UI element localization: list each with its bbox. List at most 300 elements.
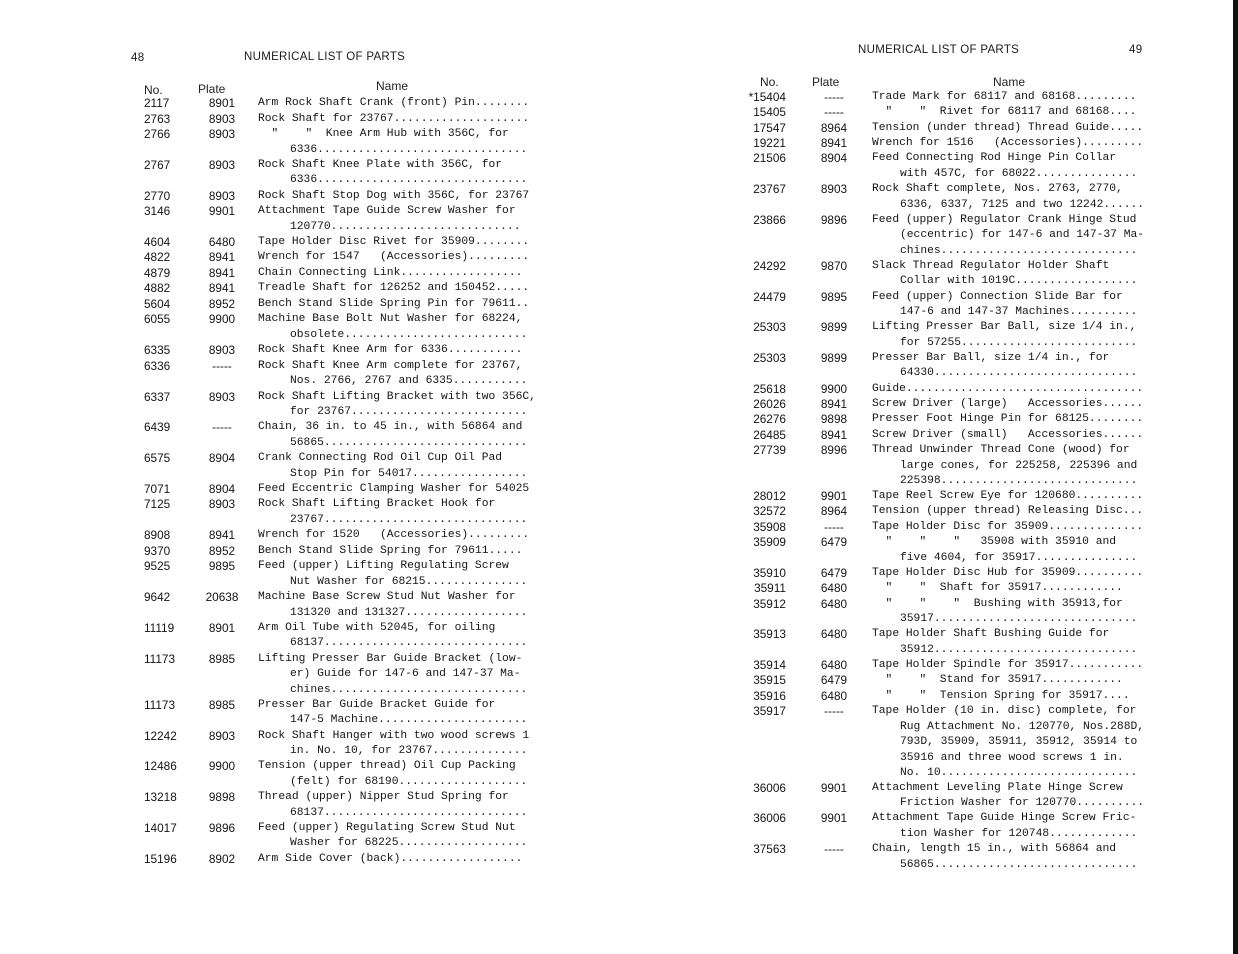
part-number: 36006	[753, 811, 786, 826]
column-header-name: Name	[993, 75, 1026, 89]
part-number: 32572	[753, 504, 786, 519]
part-name	[872, 673, 1212, 689]
part-name	[258, 451, 598, 482]
part-name-line: Arm Rock Shaft Crank (front) Pin........	[258, 97, 530, 109]
column-header-plate: Plate	[812, 75, 840, 89]
part-number: 35912	[753, 596, 786, 611]
part-name-line: Tape Holder Shaft Bushing Guide for	[872, 628, 1110, 641]
part-number: 4604	[144, 234, 171, 249]
part-name-line: Tension (upper thread) Oil Cup Packing	[258, 760, 516, 773]
part-number: 6335	[144, 343, 171, 358]
part-name-line: Trade Mark for 68117 and 68168.........	[872, 91, 1137, 103]
part-name-line: Machine Base Screw Stud Nut Washer for	[258, 591, 516, 603]
part-name-line: chines.............................	[900, 244, 1138, 257]
part-name	[258, 528, 598, 544]
part-name-line: 225398.............................	[900, 475, 1138, 488]
part-name	[872, 520, 1212, 536]
part-name	[258, 621, 598, 652]
part-number: 2770	[144, 188, 171, 203]
part-name-line: " " " 35908 with 35910 and	[872, 536, 1117, 549]
part-name-line: Feed (upper) Regulating Screw Stud Nut	[258, 821, 516, 834]
part-number: 26026	[753, 397, 786, 411]
part-name-line: Tape Holder (10 in. disc) complete, for	[872, 705, 1137, 717]
part-name-line: 793D, 35909, 35911, 35912, 35914 to	[900, 736, 1138, 748]
part-name-line: Wrench for 1520 (Accessories).........	[258, 529, 530, 542]
part-name-line: Machine Base Bolt Nut Washer for 68224,	[258, 313, 523, 326]
part-name	[872, 428, 1212, 444]
part-number: 7125	[144, 497, 171, 512]
plate-number: 6480	[820, 627, 848, 642]
part-name-line: Rock Shaft Lifting Bracket with two 356C,	[258, 390, 536, 403]
part-name-line: obsolete...........................	[290, 328, 528, 341]
plate-number: -----	[212, 358, 232, 373]
part-name	[872, 90, 1212, 106]
part-name-line: Tape Holder Spindle for 35917...........	[872, 658, 1144, 671]
part-name-line: Presser Bar Guide Bracket Guide for	[258, 698, 496, 711]
plate-number: 6479	[820, 673, 848, 688]
plate-number: 8952	[208, 296, 236, 311]
part-name-line: Tape Holder Disc Rivet for 35909........	[258, 235, 530, 248]
part-name-line: 35916 and three wood screws 1 in.	[900, 751, 1124, 764]
plate-number: -----	[212, 420, 232, 435]
part-name-line: Rock Shaft for 23767....................	[258, 112, 530, 125]
part-number: 5604	[144, 296, 171, 311]
part-number: 4879	[144, 265, 171, 280]
part-number: 23767	[753, 182, 786, 197]
part-name	[258, 544, 598, 560]
plate-number: 9901	[820, 489, 848, 504]
part-name	[258, 390, 598, 421]
part-number: 2767	[144, 157, 171, 172]
part-name-line: Rock Shaft Knee Plate with 356C, for	[258, 158, 503, 171]
part-name-line: 68137..............................	[290, 637, 528, 650]
part-name-line: Screw Driver (small) Accessories......	[872, 428, 1144, 441]
part-name-line: 131320 and 131327..................	[290, 606, 528, 619]
part-number: 35914	[753, 657, 786, 672]
part-name-line: tion Washer for 120748.............	[900, 827, 1138, 840]
part-number: 23866	[753, 212, 786, 227]
part-name-line: Guide...................................	[872, 382, 1144, 395]
plate-number: 8985	[208, 697, 236, 712]
part-name	[872, 581, 1212, 597]
part-name-line: 6336...............................	[290, 174, 528, 187]
plate-number: 9896	[208, 820, 236, 835]
part-number: 9370	[144, 543, 171, 558]
part-name-line: Presser Foot Hinge Pin for 68125........	[872, 413, 1144, 426]
part-name	[872, 489, 1212, 505]
part-name	[258, 312, 598, 343]
part-name-line: 35917..............................	[900, 613, 1138, 626]
part-name	[872, 121, 1212, 137]
plate-number: -----	[824, 90, 844, 104]
part-number: 6055	[144, 312, 171, 327]
plate-number: 9895	[820, 289, 848, 304]
part-name-line: 147-6 and 147-37 Machines..........	[900, 306, 1138, 319]
part-name-line: Chain Connecting Link..................	[258, 266, 523, 279]
plate-number: 8941	[820, 136, 848, 151]
plate-number: 8964	[820, 120, 848, 135]
part-name-line: Rock Shaft complete, Nos. 2763, 2770,	[872, 183, 1123, 196]
part-name-line: Screw Driver (large) Accessories......	[872, 398, 1144, 410]
plate-number: 8903	[208, 127, 236, 141]
part-name-line: Treadle Shaft for 126252 and 150452.....	[258, 282, 530, 295]
part-name	[258, 127, 598, 158]
part-name-line: Tension (upper thread) Releasing Disc...	[872, 505, 1144, 518]
part-name-line: Chain, length 15 in., with 56864 and	[872, 843, 1117, 856]
page-title: NUMERICAL LIST OF PARTS	[858, 44, 1020, 56]
part-name-line: Attachment Tape Guide Screw Washer for	[258, 205, 516, 218]
part-number: 6336	[144, 358, 171, 373]
part-name	[258, 497, 598, 528]
plate-number: 6479	[820, 565, 848, 580]
part-number: 24292	[753, 258, 786, 273]
part-number: 4822	[144, 250, 171, 265]
part-name	[258, 852, 598, 868]
part-name-line: Nos. 2766, 2767 and 6335...........	[290, 375, 528, 388]
plate-number: 9899	[820, 350, 848, 365]
plate-number: 8901	[208, 96, 236, 110]
plate-number: 8904	[820, 151, 848, 166]
part-name-line: with 457C, for 68022...............	[900, 167, 1138, 180]
part-number: 6575	[144, 451, 171, 466]
part-name-line: 64330..............................	[900, 367, 1138, 380]
part-number: 6439	[144, 420, 171, 435]
part-name-line: 147-5 Machine......................	[290, 714, 528, 727]
plate-number: -----	[824, 842, 844, 857]
part-number: 9525	[144, 559, 171, 574]
parts-list	[0, 0, 610, 954]
part-name	[872, 811, 1212, 842]
plate-number: 8941	[820, 397, 848, 411]
part-number: 19221	[753, 136, 786, 151]
part-name-line: 23767..............................	[290, 513, 528, 526]
part-name-line: Lifting Presser Bar Guide Bracket (low-	[258, 652, 523, 665]
part-name	[872, 689, 1212, 705]
part-name-line: 120770............................	[290, 220, 521, 233]
part-name-line: Nut Washer for 68215...............	[290, 575, 528, 588]
plate-number: 9898	[820, 412, 848, 427]
part-number: 35917	[753, 704, 786, 718]
part-name	[258, 790, 598, 821]
part-name-line: " " Shaft for 35917............	[872, 582, 1123, 595]
part-name-line: Wrench for 1516 (Accessories).........	[872, 137, 1144, 150]
part-name	[872, 781, 1212, 812]
part-number: 35910	[753, 565, 786, 580]
part-number: 35908	[753, 519, 786, 534]
plate-number: 8901	[208, 620, 236, 635]
plate-number: -----	[824, 105, 844, 120]
part-name	[258, 359, 598, 390]
part-name-line: large cones, for 225258, 225396 and	[900, 459, 1138, 472]
part-name-line: Thread Unwinder Thread Cone (wood) for	[872, 444, 1130, 457]
plate-number: 9899	[820, 320, 848, 335]
part-number: 35915	[753, 673, 786, 688]
part-name-line: Arm Oil Tube with 52045, for oiling	[258, 621, 496, 634]
part-name	[258, 652, 598, 699]
part-name-line: " " Stand for 35917............	[872, 674, 1123, 687]
plate-number: 8902	[208, 851, 236, 866]
part-name	[872, 535, 1212, 566]
part-name-line: " " Tension Spring for 35917....	[872, 689, 1130, 702]
part-name	[872, 182, 1212, 213]
part-name-line: Tension (under thread) Thread Guide.....	[872, 121, 1144, 134]
scan-edge	[1233, 0, 1238, 954]
part-number: 21506	[753, 151, 786, 166]
part-number: 37563	[753, 842, 786, 857]
part-number: 28012	[753, 489, 786, 504]
part-number: 6337	[144, 389, 171, 404]
part-number: 17547	[753, 120, 786, 135]
part-name	[258, 235, 598, 251]
part-name-line: Attachment Tape Guide Hinge Screw Fric-	[872, 812, 1137, 825]
part-name	[872, 259, 1212, 290]
part-name-line: (eccentric) for 147-6 and 147-37 Ma-	[900, 229, 1145, 242]
plate-number: 9870	[820, 258, 848, 273]
part-number: 26485	[753, 427, 786, 442]
page-title: NUMERICAL LIST OF PARTS	[244, 51, 406, 63]
part-name	[258, 96, 598, 112]
column-header-plate: Plate	[198, 82, 226, 96]
part-name-line: in. No. 10, for 23767..............	[290, 745, 528, 757]
part-name-line: Tape Holder Disc Hub for 35909..........	[872, 566, 1144, 579]
part-number: 3146	[144, 204, 171, 219]
part-number: 12242	[144, 728, 177, 743]
part-number: 35909	[753, 535, 786, 550]
part-name	[258, 590, 598, 621]
part-name-line: " " Knee Arm Hub with 356C, for	[258, 128, 509, 140]
part-name-line: for 23767..........................	[290, 406, 528, 418]
part-number: 12486	[144, 759, 177, 774]
right-page	[620, 0, 1220, 954]
plate-number: 9900	[208, 312, 236, 327]
part-name-line: Washer for 68225...................	[290, 837, 528, 850]
part-number: 8908	[144, 528, 171, 543]
part-name	[872, 704, 1212, 782]
part-number: 13218	[144, 790, 177, 805]
part-name	[872, 136, 1212, 152]
part-number: 26276	[753, 412, 786, 427]
column-header-no: No.	[760, 75, 779, 89]
part-name-line: for 57255..........................	[900, 336, 1138, 349]
plate-number: 8941	[820, 427, 848, 442]
part-number: 27739	[753, 443, 786, 458]
part-name-line: Rock Shaft Hanger with two wood screws 1	[258, 729, 530, 742]
part-name	[258, 698, 598, 729]
part-name-line: Wrench for 1547 (Accessories).........	[258, 251, 530, 264]
part-number: 24479	[753, 289, 786, 304]
plate-number: 9896	[820, 212, 848, 227]
part-name	[258, 821, 598, 852]
part-name-line: Rock Shaft Stop Dog with 356C, for 23767	[258, 189, 530, 202]
part-number: 11119	[144, 620, 175, 635]
part-name-line: chines.............................	[290, 683, 528, 696]
part-number: 35911	[754, 581, 786, 596]
part-name-line: Attachment Leveling Plate Hinge Screw	[872, 781, 1123, 794]
part-name	[872, 597, 1212, 628]
part-name-line: 56865..............................	[900, 858, 1138, 871]
part-number: 15196	[144, 851, 177, 866]
part-name-line: Crank Connecting Rod Oil Cup Oil Pad	[258, 452, 503, 465]
column-header-name: Name	[376, 79, 409, 93]
part-name	[872, 151, 1212, 182]
part-number: 11173	[144, 651, 176, 666]
parts-list	[620, 0, 1220, 954]
part-number: 25618	[753, 381, 786, 396]
plate-number: 8903	[208, 111, 236, 126]
plate-number: 6480	[820, 688, 848, 703]
plate-number: 8903	[208, 343, 236, 358]
part-name	[872, 213, 1212, 260]
part-name-line: Presser Bar Ball, size 1/4 in., for	[872, 351, 1110, 364]
plate-number: 20638	[205, 590, 239, 604]
part-name-line: Stop Pin for 54017.................	[290, 467, 528, 480]
plate-number: 9901	[208, 204, 236, 219]
part-name	[872, 290, 1212, 321]
plate-number: 6480	[820, 657, 848, 672]
part-name-line: Lifting Presser Bar Ball, size 1/4 in.,	[872, 321, 1137, 334]
part-name-line: Rock Shaft Knee Arm for 6336...........	[258, 344, 523, 357]
part-name-line: Slack Thread Regulator Holder Shaft	[872, 259, 1110, 272]
plate-number: 9895	[208, 559, 236, 574]
plate-number: 6480	[820, 596, 848, 611]
plate-number: 9900	[820, 381, 848, 396]
part-name	[258, 158, 598, 189]
part-name-line: 6336, 6337, 7125 and two 12242......	[900, 198, 1145, 211]
part-name-line: Arm Side Cover (back)..................	[258, 852, 523, 865]
left-page	[0, 0, 610, 954]
part-name	[872, 658, 1212, 674]
plate-number: 8952	[208, 543, 236, 558]
plate-number: 8903	[208, 728, 236, 743]
part-number: 14017	[144, 820, 177, 835]
plate-number: -----	[824, 519, 844, 534]
plate-number: 6480	[820, 581, 848, 596]
part-number: 36006	[753, 780, 786, 795]
plate-number: 8903	[208, 497, 236, 512]
part-name	[872, 351, 1212, 382]
part-name	[872, 397, 1212, 413]
column-header-no: No.	[144, 83, 163, 97]
plate-number: 9898	[208, 790, 236, 805]
part-name	[258, 729, 598, 760]
part-name	[872, 627, 1212, 658]
part-number: 15405	[753, 105, 786, 120]
part-name	[258, 189, 598, 205]
part-number: 35916	[753, 688, 786, 703]
part-name	[258, 266, 598, 282]
part-name-line: Friction Washer for 120770..........	[900, 797, 1145, 810]
part-name	[872, 320, 1212, 351]
plate-number: 8941	[208, 250, 236, 265]
plate-number: 8903	[820, 182, 848, 197]
part-name	[258, 759, 598, 790]
part-name-line: Rug Attachment No. 120770, Nos.288D,	[900, 720, 1145, 733]
part-name-line: " " Rivet for 68117 and 68168....	[872, 106, 1137, 119]
part-name	[872, 566, 1212, 582]
part-name-line: 56865..............................	[290, 436, 528, 449]
part-name	[258, 204, 598, 235]
plate-number: 8904	[208, 481, 236, 496]
page-number: 48	[131, 52, 145, 64]
part-name-line: Thread (upper) Nipper Stud Spring for	[258, 791, 509, 804]
part-name	[872, 382, 1212, 398]
part-name-line: 68137..............................	[290, 806, 528, 819]
part-number: *15404	[748, 90, 786, 104]
part-name-line: Feed Connecting Rod Hinge Pin Collar	[872, 152, 1117, 165]
part-name	[258, 112, 598, 128]
part-name-line: " " " Bushing with 35913,for	[872, 597, 1123, 610]
plate-number: -----	[824, 704, 844, 718]
part-number: 25303	[753, 350, 786, 365]
part-name-line: Rock Shaft Lifting Bracket Hook for	[258, 498, 496, 511]
part-number: 2763	[144, 111, 171, 126]
part-number: 11173	[144, 697, 176, 712]
plate-number: 8996	[820, 443, 848, 458]
plate-number: 8941	[208, 528, 236, 543]
part-name	[872, 504, 1212, 520]
part-name	[258, 281, 598, 297]
part-number: 2117	[144, 96, 170, 110]
part-name-line: Chain, 36 in. to 45 in., with 56864 and	[258, 421, 523, 434]
part-name	[872, 842, 1212, 873]
part-number: 2766	[144, 127, 171, 141]
plate-number: 8941	[208, 265, 236, 280]
plate-number: 8904	[208, 451, 236, 466]
part-name	[872, 412, 1212, 428]
part-number: 9642	[144, 590, 171, 604]
part-name-line: Feed (upper) Lifting Regulating Screw	[258, 560, 509, 573]
part-name	[258, 297, 598, 313]
plate-number: 6479	[820, 535, 848, 550]
part-name-line: 6336...............................	[290, 143, 528, 156]
part-name-line: Feed (upper) Connection Slide Bar for	[872, 290, 1123, 303]
plate-number: 9901	[820, 811, 848, 826]
part-name-line: Rock Shaft Knee Arm complete for 23767,	[258, 359, 523, 372]
part-name	[258, 343, 598, 359]
plate-number: 8941	[208, 281, 236, 296]
plate-number: 8903	[208, 389, 236, 404]
part-name-line: No. 10.............................	[900, 767, 1138, 779]
part-name-line: Feed Eccentric Clamping Washer for 54025	[258, 482, 530, 495]
plate-number: 8985	[208, 651, 236, 666]
plate-number: 8964	[820, 504, 848, 519]
part-name-line: Feed (upper) Regulator Crank Hinge Stud	[872, 213, 1137, 226]
part-name-line: five 4604, for 35917...............	[900, 551, 1138, 564]
plate-number: 8903	[208, 188, 236, 203]
part-number: 7071	[144, 481, 171, 496]
part-name-line: Tape Reel Screw Eye for 120680..........	[872, 490, 1144, 503]
part-name-line: Tape Holder Disc for 35909..............	[872, 520, 1144, 533]
part-name-line: (felt) for 68190...................	[290, 775, 528, 788]
part-name	[872, 105, 1212, 121]
part-number: 35913	[753, 627, 786, 642]
plate-number: 6480	[208, 234, 236, 249]
part-name-line: Collar with 1019C..................	[900, 275, 1138, 288]
part-name-line: Bench Stand Slide Spring for 79611.....	[258, 544, 523, 557]
part-name-line: 35912..............................	[900, 643, 1138, 656]
part-number: 4882	[144, 281, 171, 296]
part-name	[258, 482, 598, 498]
plate-number: 8903	[208, 157, 236, 172]
plate-number: 9901	[820, 780, 848, 795]
part-name-line: er) Guide for 147-6 and 147-37 Ma-	[290, 668, 521, 681]
part-number: 25303	[753, 320, 786, 335]
plate-number: 9900	[208, 759, 236, 774]
part-name	[258, 420, 598, 451]
part-name	[872, 443, 1212, 490]
part-name	[258, 559, 598, 590]
part-name-line: Bench Stand Slide Spring Pin for 79611..	[258, 297, 530, 310]
